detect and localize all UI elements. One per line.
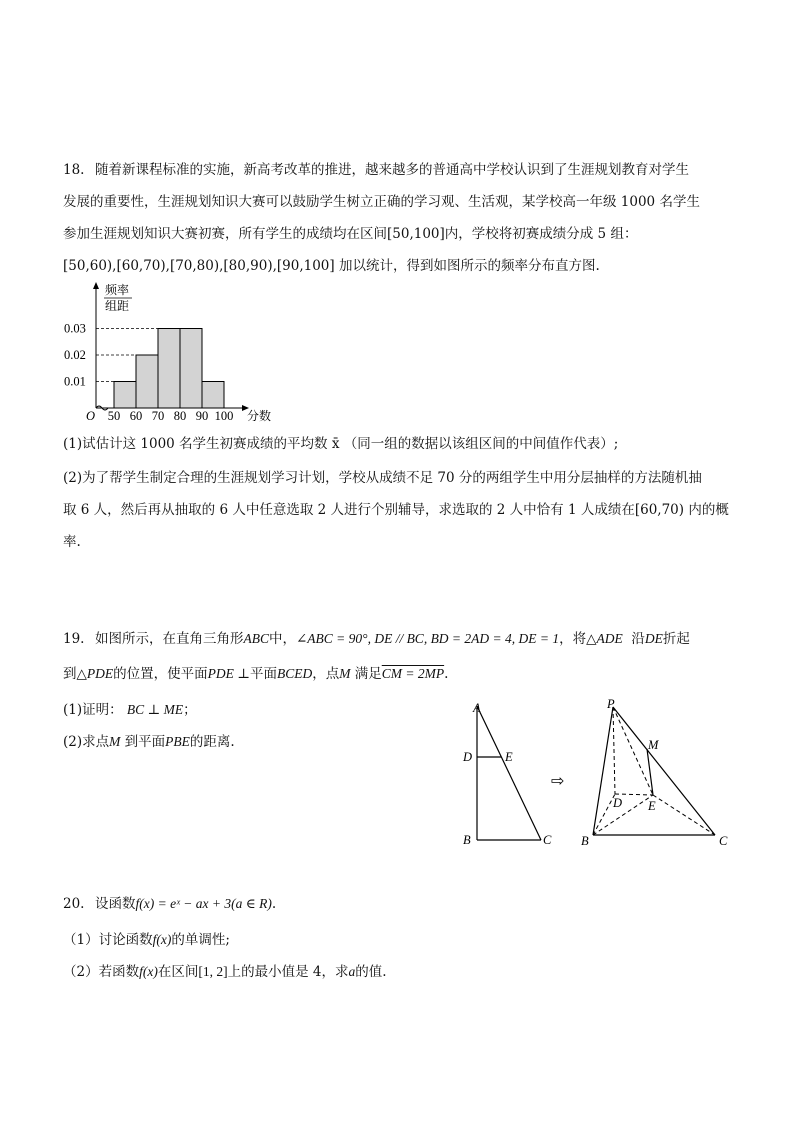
q19-part2 (63, 730, 235, 750)
q18-part2-line2: 取 6 人，然后再从抽取的 6 人中任意选取 2 人进行个别辅导，求选取的 2 人中恰有 1 人成绩在[60,70) 内的概 (63, 502, 729, 518)
x-tick-label: 50 (107, 409, 121, 422)
label-p: P (607, 697, 615, 711)
q19-p2d: PBE (165, 734, 190, 749)
histogram-bars (114, 329, 224, 409)
q19-t1e: ，将 (559, 631, 587, 647)
q18-part2-line1: (2)为了帮学生制定合理的生涯规划学习计划，学校从成绩不足 70 分的两组学生中用分层抽样的方法随机抽 (63, 470, 702, 486)
triangle-abc (462, 701, 552, 847)
q19-p1a: (1)证明： (63, 702, 123, 718)
q20-sa: 设函数 (95, 896, 136, 912)
q19-t2f: BCED (276, 666, 313, 681)
label-c2: C (719, 834, 728, 848)
q19-t1f: △ADE (586, 631, 623, 646)
histogram-bar-2 (136, 355, 158, 408)
q20-p2f: a (348, 964, 356, 979)
q18-part1: (1)试估计这 1000 名学生初赛成绩的平均数 x̄ （同一组的数据以该组区间的中间值作代表）; (63, 436, 619, 452)
pyramid-pbcde (581, 697, 728, 848)
q19-t1b: ABC (243, 631, 269, 646)
q19-t1g: 沿 (631, 631, 645, 647)
q19-t2h: M (339, 666, 351, 681)
transform-arrow-icon: ⇨ (551, 771, 565, 790)
label-a: A (473, 701, 481, 715)
y-label-top: 频率 (105, 283, 130, 297)
segment-de2 (615, 794, 653, 795)
q20-p2c: 在区间 (157, 964, 199, 980)
q19-t2a: 到 (63, 666, 77, 682)
q19-t2d: PDE ⊥ (207, 666, 250, 681)
label-m: M (648, 738, 659, 752)
q19-t1c: 中， (269, 631, 296, 647)
q19-line1 (63, 627, 690, 647)
q20-stem (63, 892, 276, 912)
y-tick-label: 0.02 (64, 348, 86, 362)
segment-pc (613, 707, 715, 835)
histogram-bar-1 (114, 382, 136, 409)
q19-p2c: 到平面 (124, 734, 166, 750)
segment-be (593, 795, 653, 835)
label-b: B (463, 833, 471, 847)
q19-t2e: 平面 (249, 666, 277, 682)
q19-p2a: (2)求点 (63, 734, 110, 750)
frequency-histogram (60, 280, 290, 422)
q18-part2-line3: 率. (63, 534, 81, 550)
q18-text-1: 随着新课程标准的实施，新高考改革的推进，越来越多的普通高中学校认识到了生涯规划教育对学生 (95, 162, 689, 178)
x-tick-label: 90 (195, 409, 209, 422)
q19-t1h: DE (644, 631, 663, 646)
q20-p2e: 上的最小值是 4，求 (227, 964, 349, 980)
x-ticks (108, 409, 234, 422)
q20-p1b: f(x) (152, 932, 172, 947)
x-label: 分数 (247, 409, 272, 422)
q19-line2 (63, 662, 448, 682)
y-tick-label: 0.01 (64, 374, 86, 389)
y-ticks (64, 322, 86, 389)
segment-pd (613, 707, 615, 794)
q18-line4: [50,60),[60,70),[70,80),[80,90),[90,100] 加以统计，得到如图所示的频率分布直方图. (63, 258, 600, 274)
q20-sc: . (271, 896, 277, 912)
q19-p1b: BC ⊥ ME (126, 702, 184, 717)
q20-p2d: [1, 2] (198, 964, 228, 979)
q19-t1d: ∠ABC = 90°, DE // BC, BD = 2AD = 4, DE = 1 (296, 631, 560, 646)
segment-ec (653, 795, 715, 835)
q20-p2a: （2）若函数 (63, 964, 140, 980)
q19-t2i: 满足 (354, 666, 382, 682)
label-b2: B (581, 834, 589, 848)
q19-t2c: 的位置，使平面 (113, 666, 208, 682)
label-d: D (463, 750, 473, 764)
label-c: C (543, 833, 552, 847)
q20-p2b: f(x) (139, 964, 158, 979)
x-tick-label: 70 (151, 409, 165, 422)
histogram-bar-4 (180, 329, 202, 409)
q18-line3: 参加生涯规划知识大赛初赛，所有学生的成绩均在区间[50,100]内，学校将初赛成绩分成 5 组： (63, 226, 638, 242)
x-tick-label: 100 (214, 409, 234, 422)
q19-p2e: 的距离. (189, 734, 235, 750)
q19-part1 (63, 698, 197, 718)
label-d2: D (613, 796, 623, 810)
q18-line2: 发展的重要性，生涯规划知识大赛可以鼓励学生树立正确的学习观、生活观，某学校高一年级 1000 名学生 (63, 194, 700, 210)
histogram-bar-3 (158, 329, 180, 409)
q19-t2g: ，点 (312, 666, 340, 682)
label-e2: E (648, 799, 656, 813)
q20-p1a: （1）讨论函数 (63, 932, 153, 948)
q18-number: 18. (63, 162, 85, 178)
q18-line1 (63, 158, 689, 178)
q19-t2b: △PDE (76, 666, 114, 681)
x-tick-label: 80 (173, 409, 187, 422)
q20-p2g: 的值. (355, 964, 387, 980)
segment-ac (477, 706, 541, 840)
q19-t2k: . (444, 666, 449, 682)
q20-part2 (63, 960, 387, 980)
q20-function: f(x) = eˣ − ax + 3(a ∈ R) (135, 896, 272, 911)
q20-part1 (63, 928, 230, 948)
x-tick-label: 60 (129, 409, 143, 422)
q19-p2b: M (109, 734, 121, 749)
origin-label: O (86, 409, 96, 422)
y-label-bottom: 组距 (105, 299, 130, 313)
y-tick-label: 0.03 (64, 321, 86, 336)
q19-number: 19. (63, 631, 85, 647)
q19-t1i: 折起 (662, 631, 690, 647)
q19-t1a: 如图所示，在直角三角形 (95, 631, 244, 647)
label-e: E (505, 750, 513, 764)
q19-vector-eq: CM = 2MP (381, 666, 445, 681)
histogram-bar-5 (202, 382, 224, 409)
q20-number: 20. (63, 896, 85, 912)
q19-p1c: ； (183, 702, 197, 718)
y-axis-arrow (93, 282, 99, 289)
q20-p1c: 的单调性; (171, 932, 230, 948)
geometry-figure (455, 694, 745, 854)
